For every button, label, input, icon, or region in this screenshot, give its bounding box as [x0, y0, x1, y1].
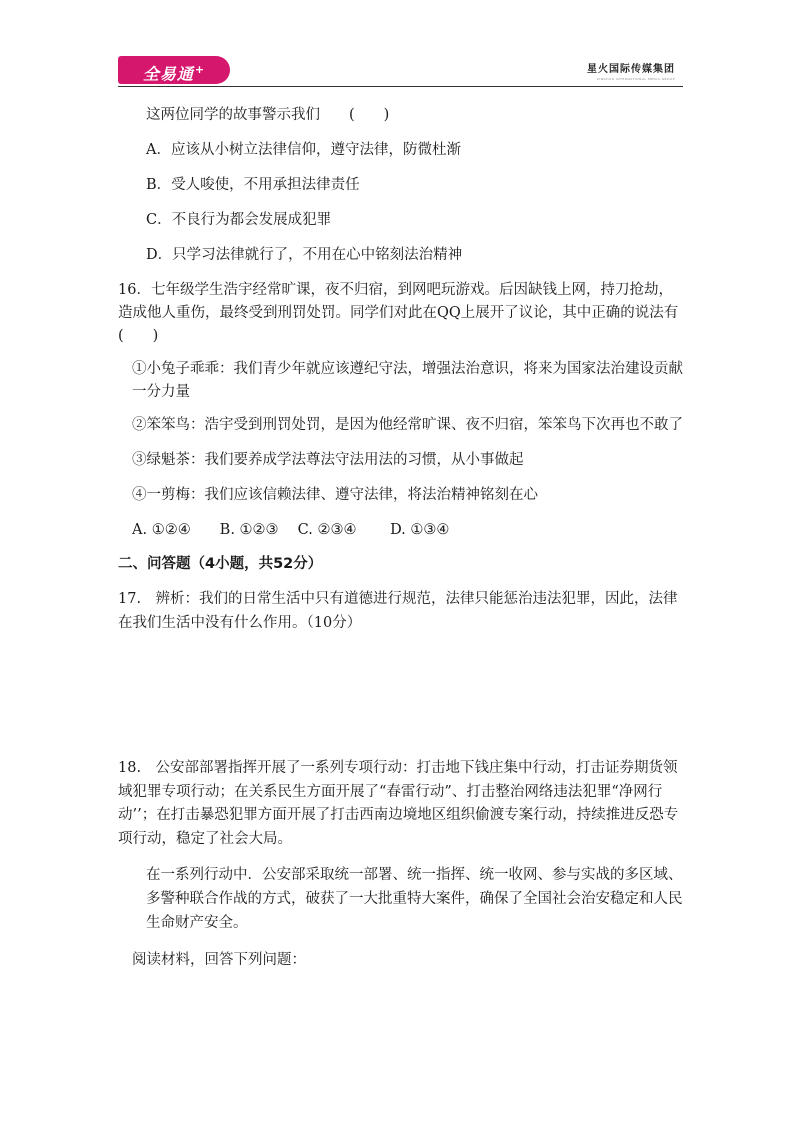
- q16-statement-3: ③绿魁茶：我们要养成学法尊法守法用法的习惯，从小事做起: [132, 452, 524, 468]
- q15-stem: 这两位同学的故事警示我们 ( ): [146, 107, 390, 123]
- q16-options: A. ①②④ B. ①②③ C. ②③④ D. ①③④: [132, 522, 450, 538]
- logo-plus: +: [194, 63, 206, 76]
- q18-material: 18. 公安部部署指挥开展了一系列专项行动：打击地下钱庄集中行动，打击证券期货领域犯罪专项行动；在关系民生方面开展了“春雷行动”、打击整治网络违法犯罪“净网行动’’；在打击暴恐犯罪方面开展了打击西南边境地区组织偷渡专案行动，持续推进反恐专项行动，稳定了社会大局。: [118, 760, 679, 847]
- q15-option-b: B．受人唆使，不用承担法律责任: [146, 177, 360, 193]
- header-rule: [118, 86, 683, 87]
- q17-text: 17. 辨析：我们的日常生活中只有道德进行规范，法律只能惩治违法犯罪，因此，法律在我们生活中没有什么作用。（10分）: [118, 591, 678, 631]
- document-body: [118, 100, 683, 971]
- q16-statement-2: ②笨笨鸟：浩宇受到刑罚处罚，是因为他经常旷课、夜不归宿，笨笨鸟下次再也不敢了: [132, 417, 683, 433]
- q15-option-d: D．只学习法律就行了，不用在心中铭刻法治精神: [146, 247, 463, 263]
- q18-instruction: 阅读材料，回答下列问题：: [132, 952, 306, 968]
- q15-option-c: C．不良行为都会发展成犯罪: [146, 212, 332, 228]
- logo-text: 全易通: [142, 64, 194, 84]
- q15-option-a: A．应该从小树立法律信仰，遵守法律，防微杜渐: [146, 142, 461, 158]
- q16-statement-1: ①小兔子乖乖：我们青少年就应该遵纪守法，增强法治意识，将来为国家法治建设贡献一分力量: [132, 361, 683, 400]
- q18-material-2: 在一系列行动中．公安部采取统一部署、统一指挥、统一收网、参与实战的多区域、多警种联合作战的方式，破获了一大批重特大案件，确保了全国社会治安稳定和人民生命财产安全。: [146, 867, 683, 931]
- q16-statement-4: ④一剪梅：我们应该信赖法律、遵守法律，将法治精神铭刻在心: [132, 487, 538, 503]
- logo: [118, 56, 230, 84]
- section-title: 二、问答题（4小题，共52分）: [118, 556, 323, 572]
- page-header: [118, 56, 683, 88]
- brand: [587, 60, 675, 81]
- brand-subtitle: XINGHUO INTERNATIONAL MEDIA GROUP: [596, 77, 675, 81]
- q16-stem: 16．七年级学生浩宇经常旷课，夜不归宿，到网吧玩游戏。后因缺钱上网，持刀抢劫，造成他人重伤，最终受到刑罚处罚。同学们对此在QQ上展开了议论，其中正确的说法有( ): [118, 282, 679, 344]
- brand-name: 星火国际传媒集团: [587, 64, 675, 75]
